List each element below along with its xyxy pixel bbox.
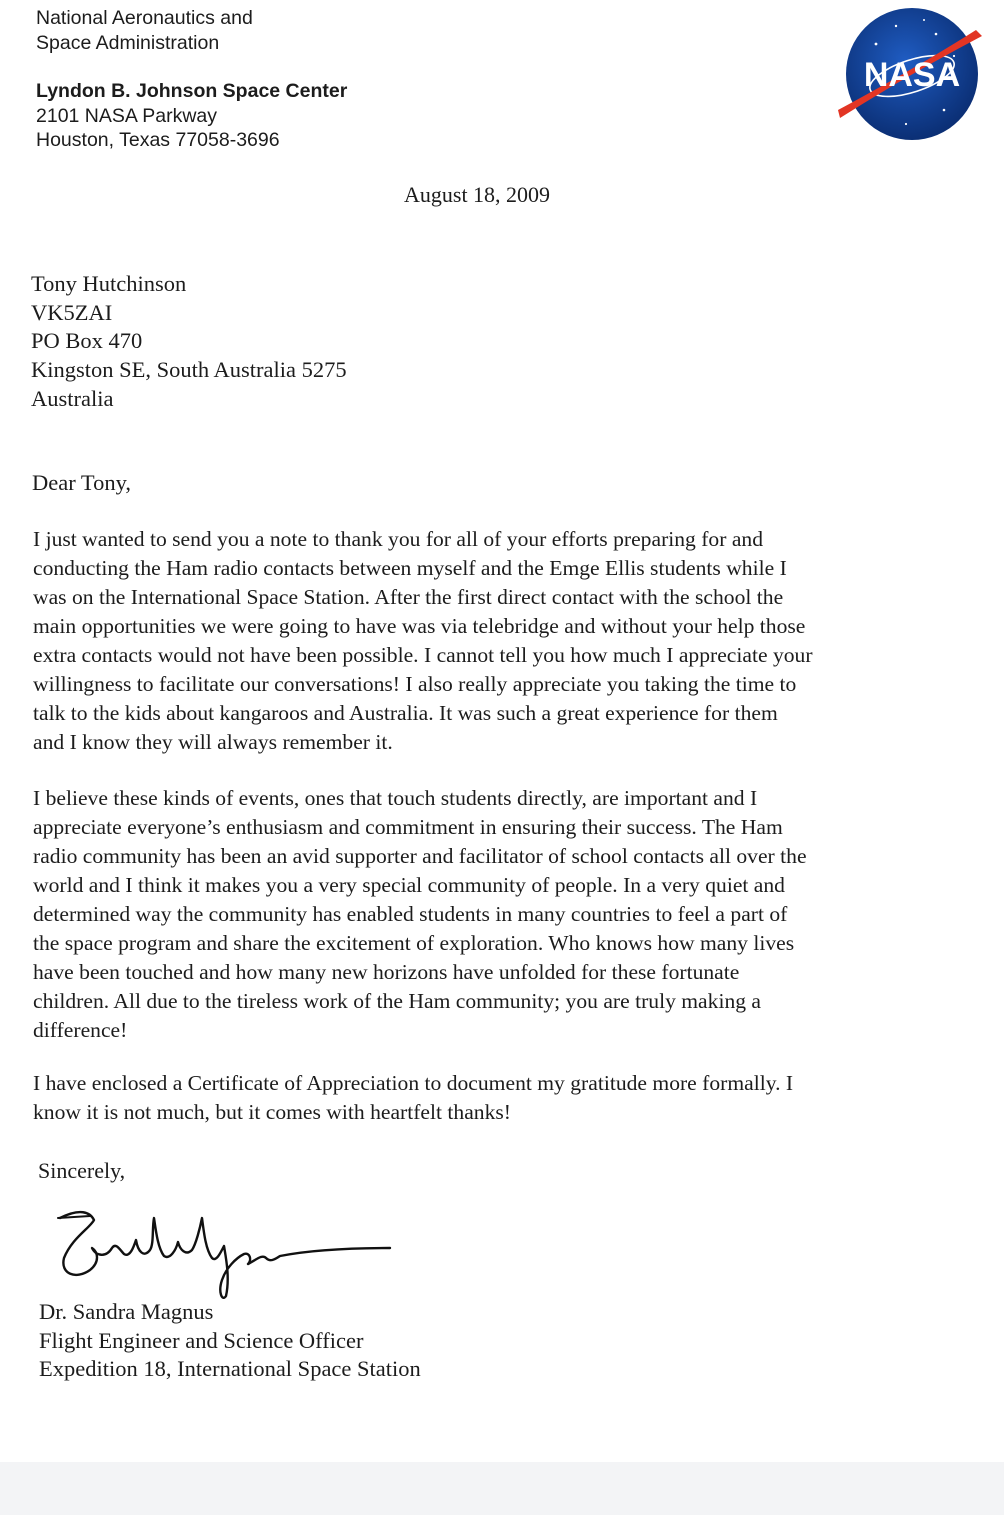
recipient-line: Tony Hutchinson xyxy=(31,271,187,296)
signature-icon xyxy=(50,1198,400,1308)
paragraph-line: and I know they will always remember it. xyxy=(33,730,393,754)
page-bottom-band xyxy=(0,1462,1004,1515)
nasa-logo-text: NASA xyxy=(863,56,961,94)
recipient-line: Kingston SE, South Australia 5275 xyxy=(31,357,347,383)
signature-block xyxy=(39,1298,421,1384)
paragraph-line: I just wanted to send you a note to thank you for all of your efforts preparing for and xyxy=(33,527,764,551)
recipient-address xyxy=(31,270,347,414)
body-paragraph xyxy=(33,525,813,757)
paragraph-line: I believe these kinds of events, ones that touch students directly, are important and I xyxy=(33,786,758,810)
agency-line: National Aeronautics and xyxy=(36,7,253,29)
recipient-line: PO Box 470 xyxy=(31,328,143,354)
agency-name xyxy=(36,6,253,55)
paragraph-line: talk to the kids about kangaroos and Australia. It was such a great experience for them xyxy=(33,701,778,725)
paragraph-line: appreciate everyone’s enthusiasm and commitment in ensuring their success. The Ham xyxy=(33,815,783,839)
agency-line: Space Administration xyxy=(36,31,220,54)
paragraph-line: children. All due to the tireless work of the Ham community; you are truly making a xyxy=(33,989,762,1013)
paragraph-line: main opportunities we were going to have was via telebridge and without your help those xyxy=(33,614,806,638)
paragraph-line: difference! xyxy=(33,1018,128,1042)
closing: Sincerely, xyxy=(38,1158,126,1183)
body-paragraph xyxy=(33,1069,793,1127)
salutation: Dear Tony, xyxy=(32,470,132,495)
paragraph-line: conducting the Ham radio contacts between myself and the Emge Ellis students while I xyxy=(33,556,787,580)
center-name: Lyndon B. Johnson Space Center xyxy=(36,80,348,102)
signer-title: Flight Engineer and Science Officer xyxy=(39,1327,364,1353)
paragraph-line: have been touched and how many new horizons have unfolded for these fortunate xyxy=(33,960,740,984)
paragraph-line: radio community has been an avid supporter and facilitator of school contacts all over the xyxy=(33,844,807,868)
nasa-logo-icon xyxy=(836,6,984,146)
signer-mission: Expedition 18, International Space Station xyxy=(39,1356,421,1382)
center-city: Houston, Texas 77058-3696 xyxy=(36,129,280,151)
signer-name: Dr. Sandra Magnus xyxy=(39,1299,214,1324)
paragraph-line: determined way the community has enabled students in many countries to feel a part of xyxy=(33,902,788,926)
paragraph-line: know it is not much, but it comes with heartfelt thanks! xyxy=(33,1100,511,1124)
recipient-line: Australia xyxy=(31,385,114,411)
center-street: 2101 NASA Parkway xyxy=(36,104,218,127)
body-paragraph xyxy=(33,784,807,1045)
paragraph-line: was on the International Space Station. After the first direct contact with the school the xyxy=(33,585,784,609)
letter-date: August 18, 2009 xyxy=(404,182,551,207)
paragraph-line: the space program and share the excitement of exploration. Who knows how many lives xyxy=(33,931,795,955)
recipient-line: VK5ZAI xyxy=(31,299,113,325)
paragraph-line: world and I think it makes you a very special community of people. In a very quiet and xyxy=(33,873,785,897)
paragraph-line: extra contacts would not have been possible. I cannot tell you how much I appreciate your xyxy=(33,643,813,667)
paragraph-line: I have enclosed a Certificate of Appreciation to document my gratitude more formally. I xyxy=(33,1071,794,1095)
paragraph-line: willingness to facilitate our conversations! I also really appreciate you taking the time to xyxy=(33,672,797,696)
center-address xyxy=(36,79,347,153)
